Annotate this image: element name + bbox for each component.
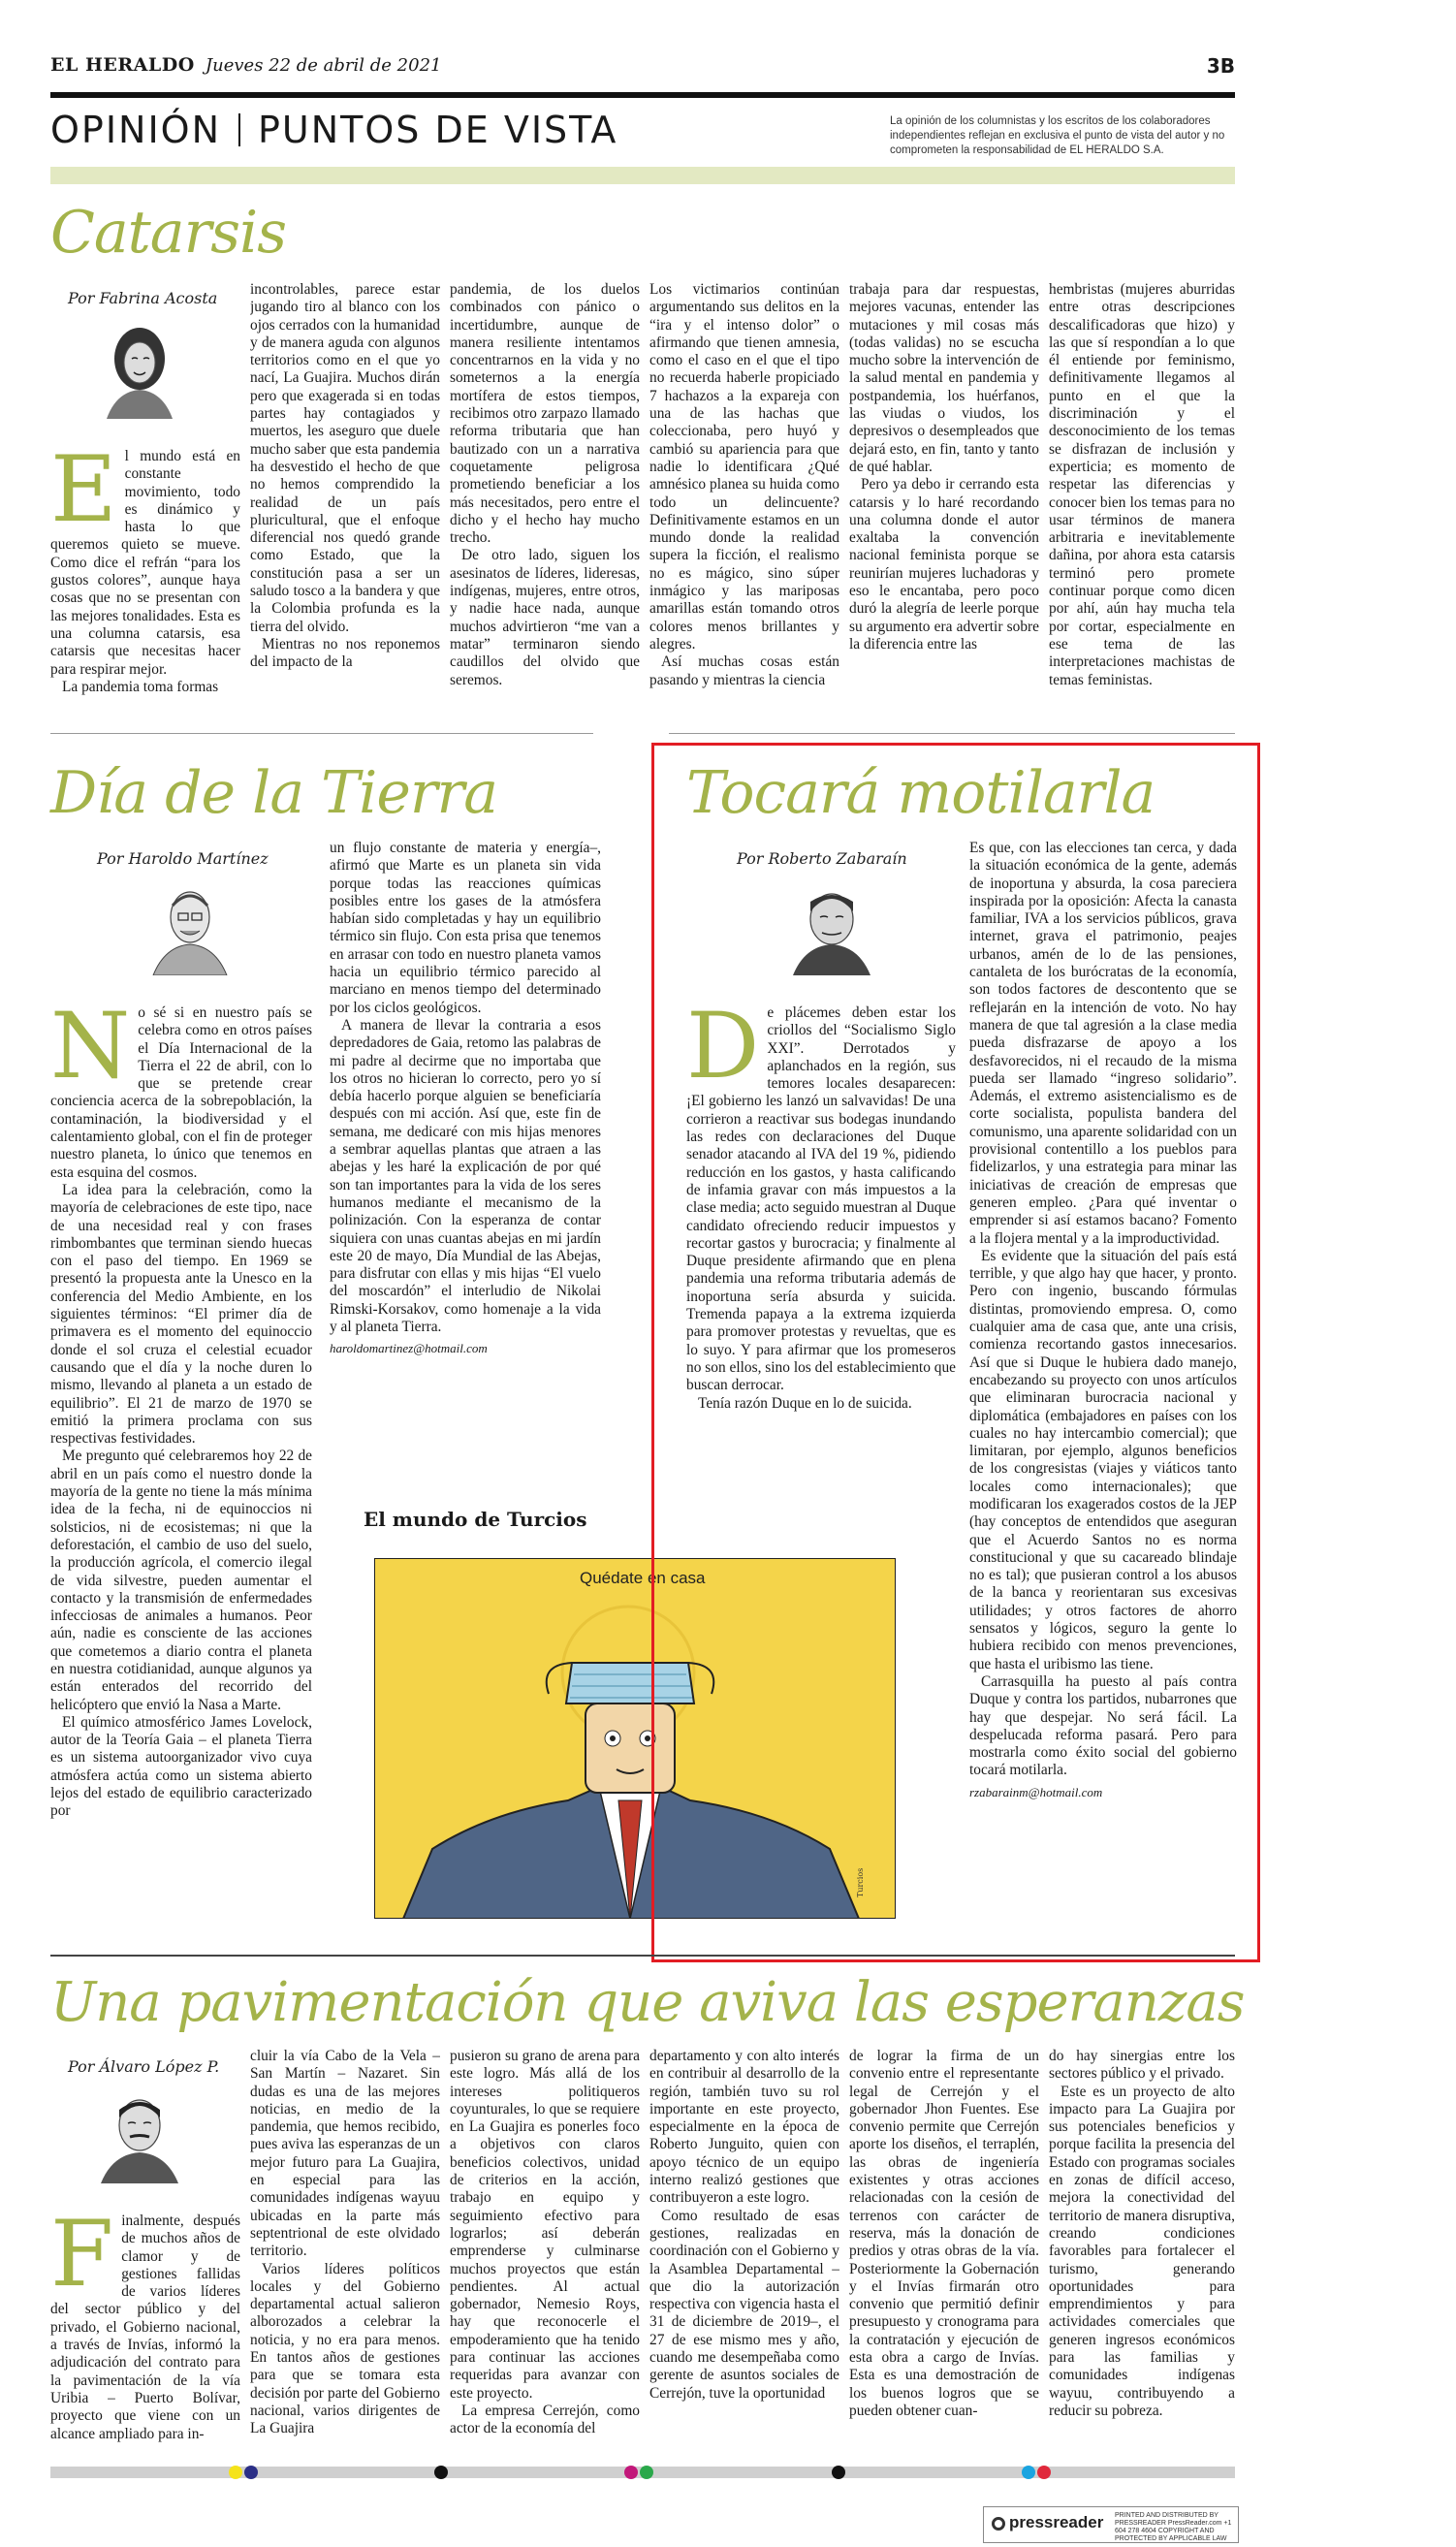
byline-tierra: Por Haroldo Martínez (97, 849, 269, 868)
divider (50, 733, 593, 734)
article-title-tierra: Día de la Tierra (50, 759, 498, 827)
article-title-catarsis: Catarsis (50, 199, 287, 267)
section-header (50, 109, 617, 151)
paragraph: A manera de llevar la contraria a esos depredadores de Gaia, retomo las palabras de mi padre al decirme que no importaba que los otros no hicieran lo correcto, pero yo sí debía hacerlo porque alguien se beneficiaría después con mi acción. Así que, este fin de semana, me dedicaré con mis hijas menores a sembrar aquellas plantas que atraen a las abejas y les haré la explicación de por qué son tan importantes para la vida de los seres humanos mediante el mecanismo de la polinización. Con la esperanza de contar siquiera con unas cuantas abejas en mi jardín este 20 de mayo, Día Mundial de las Abejas, para disfrutar con ellas y mis hijas “El vuelo del moscardón” el interludio de Nikolai Rimski-Korsakov, como homenaje a la vida y al planeta Tierra. (330, 1016, 601, 1336)
author-portrait-catarsis (93, 320, 186, 419)
article-body-pavimentacion-col1 (50, 2213, 240, 2455)
paragraph: un flujo constante de materia y energía–, afirmó que Marte es un planeta sin vida porque todas las reacciones químicas posibles entre los gases de la atmósfera habían sido completadas y hay un equilibrio térmico sin flujo. Con esta prisa que tenemos en arrasar con todo en nuestro planeta vamos hacia un equilibrio térmico parecido al marciano en menos tiempo del determinado por los ciclos geológicos. (330, 840, 601, 1016)
article-title-pavimentacion: Una pavimentación que aviva las esperanzas (50, 1971, 1245, 2034)
registration-dot (434, 2466, 448, 2479)
dropcap: D (686, 1004, 760, 1099)
dropcap: N (50, 1004, 131, 1099)
dropcap: E (50, 448, 117, 543)
registration-dot (1022, 2466, 1035, 2479)
registration-dot (624, 2466, 638, 2479)
paragraph: trabaja para dar respuestas, mejores vacunas, entender las mutaciones y mil cosas más (todas validas) no se escucha mucho sobre la intervención de la salud mental en pandemia y postpandemia, los huérfanos, las viudas o viudos, los depresivos o desempleados que dejará esto, en fin, tanto y tanto de qué hablar. (849, 281, 1039, 475)
paragraph: De otro lado, siguen los asesinatos de líderes, lideresas, indígenas, mujeres, entre otros, y nadie hace nada, aunque muchos advirtieron “me van a matar” terminaron siendo caudillos del olvido que seremos. (450, 547, 640, 688)
byline-catarsis: Por Fabrina Acosta (68, 289, 218, 307)
paragraph: pusieron su grano de arena para este logro. Más allá de los intereses politiqueros coyunturales, lo que se requiere en La Guajira es ponerles foco a objetivos con claros beneficios colectivos, unidad de criterios en la acción, trabajo en equipo y seguimiento efectivo para lograrlos; así deberán emprenderse y culminarse muchos proyectos que están pendientes. Al actual gobernador, Nemesio Roys, hay que reconocerle el empoderamiento que ha tenido para continuar las acciones requeridas para avanzar con este proyecto. (450, 2048, 640, 2402)
paragraph: La pandemia toma formas (62, 678, 219, 695)
article-body-motilarla-col1 (686, 1004, 956, 1509)
paragraph: Como resultado de esas gestiones, realizadas en coordinación con el Gobierno y la Asamblea Departamental –que dio la autorización respectiva con vigencia hasta el 31 de diciembre de 2019–, el 27 de ese mismo mes y año, cuando me desempeñaba como gerente de asuntos sociales de Cerrejón, tuve la oportunidad (649, 2207, 839, 2402)
paragraph: Pero ya debo ir cerrando esta catarsis y lo haré recordando una columna donde el autor exaltaba la convención nacional feminista porque se reunirían mujeres luchadoras y eso le encantaba, pero poco duró la alegría de leerle porque su argumento era advertir sobre la diferencia entre las (849, 476, 1039, 653)
paragraph: El químico atmosférico James Lovelock, autor de la Teoría Gaia – el planeta Tierra es un sistema autoorganizador vivo cuya atmósfera actúa como un sistema abierto lejos del estado de equilibrio caracterizado por (50, 1713, 312, 1820)
paragraph: Así muchas cosas están pasando y mientras la ciencia (649, 653, 839, 688)
byline-motilarla: Por Roberto Zabaraín (737, 849, 907, 868)
article-body-tierra-col2 (330, 840, 601, 1480)
section-divider (238, 113, 240, 146)
masthead-rule (50, 92, 1235, 98)
paragraph: departamento y con alto interés en contribuir al desarrollo de la región, también tuvo su rol importante en este proyecto, especialmente en la época de Roberto Junguito, quien con apoyo técnico de un equipo interno realizó gestiones que contribuyeron a este logro. (649, 2048, 839, 2207)
registration-dot (832, 2466, 845, 2479)
author-email[interactable]: haroldomartinez@hotmail.com (330, 1341, 488, 1356)
paragraph: l mundo está en constante movimiento, todo es dinámico y hasta lo que queremos quieto se mueve. Como dice el refrán “para los gustos colores”, aunque haya cosas que no se presentan con las mejores tonalidades. Esta es una columna catarsis, esa catarsis que necesitas hacer para respirar mejor. (50, 448, 240, 678)
newspaper-brand: EL HERALDO (50, 54, 195, 76)
article-body-catarsis-col6 (1049, 281, 1235, 710)
cartoon-section-title: El mundo de Turcios (364, 1508, 587, 1531)
accent-band (50, 167, 1235, 184)
paragraph: La empresa Cerrejón, como actor de la economía del (450, 2402, 640, 2437)
paragraph: o sé si en nuestro país se celebra como en otros países el Día Internacional de la Tierra el 22 de abril, con lo que se pretende crear conciencia acerca de la sobrepoblación, la contaminación, la biodiversidad y el calentamiento global, con el fin de proteger nuestro planeta, lo único que tenemos en esta esquina del cosmos. (50, 1004, 312, 1181)
article-body-tierra-col1 (50, 1004, 312, 1916)
paragraph: Carrasquilla ha puesto al país contra Duque y contra los partidos, nubarrones que hay que despejar. No será fácil. La despelucada reforma pasará. Pero para mostrarla como éxito social del gobierno tocará motilarla. (969, 1672, 1237, 1779)
paragraph: pandemia, de los duelos combinados con pánico o incertidumbre, aunque de manera resiliente intentamos concentrarnos en la vida y no someternos a la energía mortífera de estos tiempos, recibimos otro zarpazo llamado reforma tributaria que han bautizado con un a narrativa coquetamente peligrosa prometiendo beneficiar a los más necesitados, pero entre el dicho y el hecho hay mucho trecho. (450, 281, 640, 547)
byline-pavimentacion: Por Álvaro López P. (68, 2057, 220, 2076)
article-body-pavimentacion-col5 (849, 2048, 1039, 2455)
page-number: 3B (1206, 54, 1235, 78)
section-name: OPINIÓN (50, 109, 222, 151)
paragraph: do hay sinergias entre los sectores público y el privado. (1049, 2048, 1235, 2083)
author-portrait-tierra (143, 876, 237, 975)
disclaimer: La opinión de los columnistas y los escritos de los colaboradores independientes reflejan en exclusiva el punto de vista del autor y no comprometen la responsabilidad de EL HERALDO S.A. (890, 115, 1225, 156)
paragraph: La idea para la celebración, como la mayoría de celebraciones de este tipo, nace de una necesidad real y con frases rimbombantes que terminan siendo huecas con el paso del tiempo. En 1969 se presentó la propuesta ante la Unesco en la conferencia del Medio Ambiente, en los siguientes términos: “El primer día de primavera es el momento del equinoccio donde el sol cruza el celestial ecuador causando que el día y la noche duren lo mismo, llevando al planeta a un estado de equilibrio”. El 21 de marzo de 1970 se emitió la primera proclama con sus respectivas festividades. (50, 1181, 312, 1448)
paragraph: Los victimarios continúan argumentando sus delitos en la “ira y el intenso dolor” o afirmando que tienen amnesia, como el caso en el que el tipo no recuerda haberle propiciado 7 hachazos a la expareja con una de las hachas que coleccionaba, pero huyó y cambió su apariencia para que nadie lo identificara ¿Qué amnésico planea su huida como todo un delincuente? Definitivamente estamos en un mundo donde la realidad supera la ficción, el realismo no es mágico, sino súper inmágico y las mariposas amarillas están tomando otros colores menos brillantes y alegres. (649, 281, 839, 653)
registration-dot (229, 2466, 242, 2479)
section-subname: PUNTOS DE VISTA (258, 109, 618, 151)
article-body-pavimentacion-col3 (450, 2048, 640, 2455)
article-body-motilarla-col2 (969, 840, 1237, 1926)
article-body-catarsis-col4 (649, 281, 839, 710)
pressreader-logo: pressreader (992, 2513, 1103, 2532)
author-portrait-motilarla (785, 876, 878, 975)
footer-fine-print: PRINTED AND DISTRIBUTED BY PRESSREADER PressReader.com +1 604 278 4604 COPYRIGHT AND PROTECTED BY APPLICABLE LAW (1115, 2512, 1232, 2542)
paragraph: e plácemes deben estar los criollos del “Socialismo Siglo XXI”. Derrotados y aplanchados en la región, sus temores locales desaparecen: ¡El gobierno les lanzó un salvavidas! De una corrieron a reactivar sus bodegas inundando las redes con declaraciones del Duque senador atacando al IVA del 19 %, pidiendo reducción en los gastos, y hasta calificando de infamia gravar con más impuestos a la clase media; acto seguido muestran al Duque candidato ofreciendo reducir impuestos y recortar gastos y burocracia; y finalmente al Duque presidente afirmando que en plena pandemia una reforma tributaria además de inoportuna sería absurda y suicida. Tremenda papaya a la extrema izquierda para promover protestas y revueltas, que es lo suyo. Y para afirmar que los promeseros no son ellos, sino los del establecimiento que buscan derrocar. (686, 1004, 956, 1394)
article-body-catarsis-col3 (450, 281, 640, 710)
article-body-pavimentacion-col6 (1049, 2048, 1235, 2455)
article-body-catarsis-col5 (849, 281, 1039, 710)
pressreader-footer[interactable] (983, 2506, 1239, 2543)
issue-date: Jueves 22 de abril de 2021 (205, 55, 442, 76)
article-body-catarsis-col1 (50, 448, 240, 710)
cartoonist-signature: Turcios (856, 1867, 865, 1897)
divider (50, 1955, 1235, 1957)
paragraph: Es evidente que la situación del país está terrible, y que algo hay que hacer, y pronto. Pero con ingenio, buscando fórmulas distintas, promoviendo empresa. O, como cualquier ama de casa que, ante una crisis, comienza recortando gastos innecesarios. Así que si Duque le hubiera dado manejo, encabezando su proyecto con unos artículos que eliminaran burocracia nacional y diplomática (embajadores en países con los cuales no hay intercambio comercial); que limitaran, por ejemplo, algunos beneficios de los congresistas (viajes y viáticos tanto locales como internacionales); que modificaran los exagerados costos de la JEP (hay conceptos de entendidos que aseguran que el Acuerdo Santos no es norma constitucional y que su cacareado blindaje no es tal); que pusieran control a los abusos de la banca y reorientaran sus excesivas utilidades; y otros factores de ahorro sensatos y lógicos, seguro la gente lo hubiera recibido con menos prevenciones, que hasta el uribismo las tiene. (969, 1247, 1237, 1672)
paragraph: Es que, con las elecciones tan cerca, y dada la situación económica de la gente, además de inoportuna y absurda, la cosa pareciera inspirada por la oposición: Afecta la canasta familiar, IVA a los servicios públicos, grava internet, grava el patrimonio, peajes urbanos, amén de lo de las pensiones, cantaleta de los burócratas de la economía, son todos factores de descontento que se reflejarán en la intención de voto. No hay manera de que tal agresión a la clase media pueda disfrazarse de apoyo a los desfavorecidos, ni el recaudo de la misma pueda ser llamado “ingreso solidario”. Además, el extremo asistencialismo es de corte socialista, populista bandera del comunismo, una aparente solidaridad con un provisional contentillo a los pueblos para fidelizarlos, y una estrategia para minar las iniciativas de creación de empresas que generen empleo. ¿Para qué inventar o emprender si así estamos bacano? Fomento a la flojera mental y a la improductividad. (969, 840, 1237, 1247)
masthead (50, 54, 1235, 83)
article-body-catarsis-col2 (250, 281, 440, 710)
registration-dot (1037, 2466, 1051, 2479)
article-body-pavimentacion-col4 (649, 2048, 839, 2455)
cartoon-caption: Quédate en casa (580, 1569, 706, 1587)
author-email[interactable]: rzabarainm@hotmail.com (969, 1784, 1103, 1799)
registration-dot (640, 2466, 653, 2479)
paragraph: hembristas (mujeres aburridas entre otras descripciones descalificadoras que hizo) y las que sí respondían a lo que él entiende por feminismo, definitivamente llegamos al punto en el que la discriminación y el desconocimiento de los temas se disfrazan de inclusión y experticia; es momento de respetar las diferencias y conocer bien los temas para no usar términos de manera arbitraria e inevitablemente dañina, por ahora esta catarsis terminó pero promete continuar porque como dicen por ahí, aún hay mucha tela por cortar, especialmente en ese tema de las interpretaciones machistas de temas feministas. (1049, 281, 1235, 688)
paragraph: Me pregunto qué celebraremos hoy 22 de abril en un país como el nuestro donde la mayoría de la gente no tiene la más mínima idea de la fecha, ni de equinoccios ni solsticios, ni de ecosistemas; ni que la deforestación, el cambio de uso del suelo, la producción agrícola, el comercio ilegal de vida silvestre, pueden aumentar el contacto y la transmisión de enfermedades infecciosas de animales a humanos. Peor aún, nadie es consciente de las acciones que cometemos a diario contra el planeta en nuestra cotidianidad, aunque algunos ya están enterados del recorrido del helicóptero que envió la Nasa a Marte. (50, 1448, 312, 1713)
paragraph: incontrolables, parece estar jugando tiro al blanco con los ojos cerrados con la humanidad y de manera aguda con algunos territorios como en el que yo nací, La Guajira. Muchos dirán pero que exagerada si en todas partes hay contagiados y muertos, les aseguro que duele mucho saber que esta pandemia ha desvestido el hecho de que no hemos comprendido la realidad de un país pluricultural, que el enfoque diferencial nos quedó grande como Estado, que la constitución pasa a ser un saludo tosco a la bandera y que la Colombia profunda es la tierra del olvido. (250, 281, 440, 635)
paragraph: Tenía razón Duque en lo de suicida. (698, 1394, 912, 1412)
paragraph: Este es un proyecto de alto impacto para La Guajira por sus potenciales beneficios y porque facilita la presencia del Estado con programas sociales en zonas de difícil acceso, mejora la conectividad del territorio de manera disruptiva, creando condiciones favorables para fortalecer el turismo, generando oportunidades para emprendimientos y para actividades comerciales que generen ingresos económicos para las familias y comunidades indígenas wayuu, contribuyendo a reducir su pobreza. (1049, 2083, 1235, 2419)
paragraph: de lograr la firma de un convenio entre el representante legal de Cerrejón y el gobernador Jhon Fuentes. Ese convenio permite que Cerrejón aporte los diseños, el terraplén, las obras de ingeniería existentes y otras acciones relacionadas con la cesión de terrenos con carácter de reserva, más la donación de predios y otras obras de la vía. Posteriormente la Gobernación y el Invías firmarán otro convenio que permitió definir presupuesto y cronograma para la contratación y ejecución de esta obra a cargo de Invías. Esta es una demostración de los buenos logros que se pueden obtener cuan- (849, 2048, 1039, 2419)
paragraph: inalmente, después de muchos años de clamor y de gestiones fallidas de varios líderes del sector público y del privado, el Gobierno nacional, a través de Invías, informó la adjudicación del contrato para la pavimentación de la vía Uribia – Puerto Bolívar, proyecto que viene con un alcance ampliado para in- (50, 2213, 240, 2442)
registration-dot (244, 2466, 258, 2479)
divider (669, 733, 1235, 734)
pressreader-ring-icon (992, 2517, 1005, 2531)
author-portrait-pavimentacion (93, 2085, 186, 2183)
article-body-pavimentacion-col2 (250, 2048, 440, 2455)
paragraph: Varios líderes políticos locales y del Gobierno departamental actual salieron alborozados a celebrar la noticia, y no era para menos. En tantos años de gestiones para que se tomara esta decisión por parte del Gobierno nacional, varios dirigentes de La Guajira (250, 2260, 440, 2437)
article-title-motilarla: Tocará motilarla (686, 759, 1155, 827)
paragraph: Mientras no nos reponemos del impacto de la (250, 635, 440, 671)
paragraph: cluir la vía Cabo de la Vela – San Martín – Nazaret. Sin dudas es una de las mejores noticias, en medio de la pandemia, que hemos recibido, pues aviva las esperanzas de un mejor futuro para La Guajira, en especial para las comunidades indígenas wayuu ubicadas en la parte más septentrional de este olvidado territorio. (250, 2048, 440, 2260)
dropcap: F (50, 2213, 114, 2308)
